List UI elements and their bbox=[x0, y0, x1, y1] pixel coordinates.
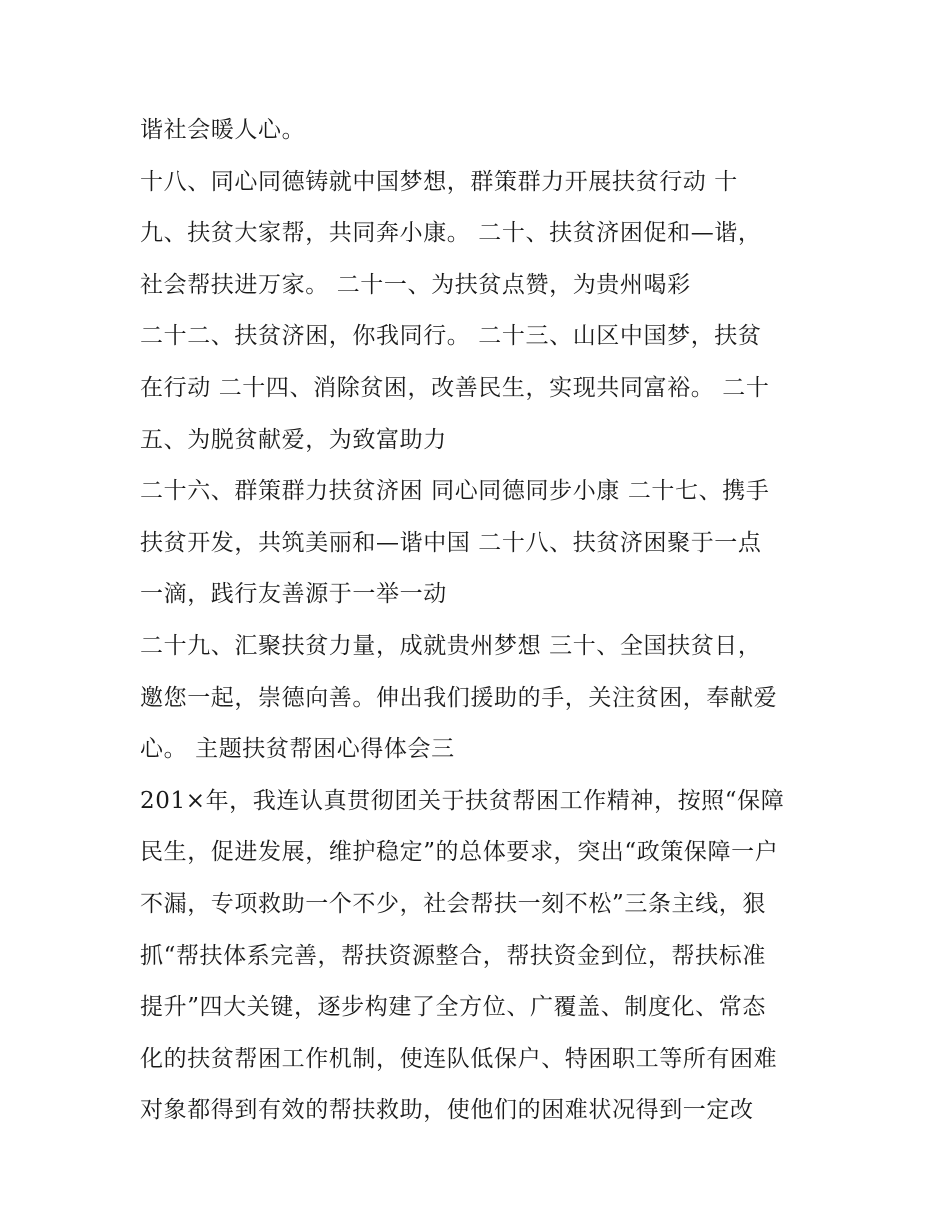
text-line: 二十九、汇聚扶贫力量，成就贵州梦想 三十、全国扶贫日， bbox=[140, 632, 762, 659]
text-line: 化的扶贫帮困工作机制，使连队低保户、特困职工等所有困难 bbox=[140, 1045, 778, 1072]
text-line: 谐社会暖人心。 bbox=[140, 117, 306, 143]
text-line: 扶贫开发，共筑美丽和—谐中国 二十八、扶贫济困聚于一点 bbox=[140, 529, 762, 556]
text-line: 九、扶贫大家帮，共同奔小康。 二十、扶贫济困促和—谐， bbox=[140, 220, 762, 247]
text-line: 民生，促进发展，维护稳定”的总体要求，突出“政策保障一户 bbox=[140, 839, 779, 866]
text-line: 心。 主题扶贫帮困心得体会三 bbox=[140, 736, 455, 763]
text-line: 二十二、扶贫济困，你我同行。 二十三、山区中国梦，扶贫 bbox=[140, 323, 762, 350]
text-line: 五、为脱贫献爱，为致富助力 bbox=[140, 426, 447, 453]
text-line: 一滴，践行友善源于一举一动 bbox=[140, 581, 447, 608]
text-line: 提升”四大关键，逐步构建了全方位、广覆盖、制度化、常态 bbox=[140, 994, 766, 1021]
text-line: 201×年，我连认真贯彻团关于扶贫帮困工作精神，按照“保障 bbox=[140, 787, 785, 814]
body-text bbox=[140, 105, 830, 1137]
text-line: 对象都得到有效的帮扶救助，使他们的困难状况得到一定改 bbox=[140, 1097, 754, 1124]
text-line: 在行动 二十四、消除贫困，改善民生，实现共同富裕。 二十 bbox=[140, 374, 770, 401]
text-line: 邀您一起，崇德向善。伸出我们援助的手，关注贫困，奉献爱 bbox=[140, 684, 778, 711]
text-line: 社会帮扶进万家。 二十一、为扶贫点赞，为贵州喝彩 bbox=[140, 271, 691, 298]
text-line: 抓“帮扶体系完善，帮扶资源整合，帮扶资金到位，帮扶标准 bbox=[140, 942, 766, 969]
text-line: 二十六、群策群力扶贫济困 同心同德同步小康 二十七、携手 bbox=[140, 478, 770, 505]
text-line: 十八、同心同德铸就中国梦想，群策群力开展扶贫行动 十 bbox=[140, 168, 738, 195]
text-line: 不漏，专项救助一个不少，社会帮扶一刻不松”三条主线，狠 bbox=[140, 890, 766, 917]
